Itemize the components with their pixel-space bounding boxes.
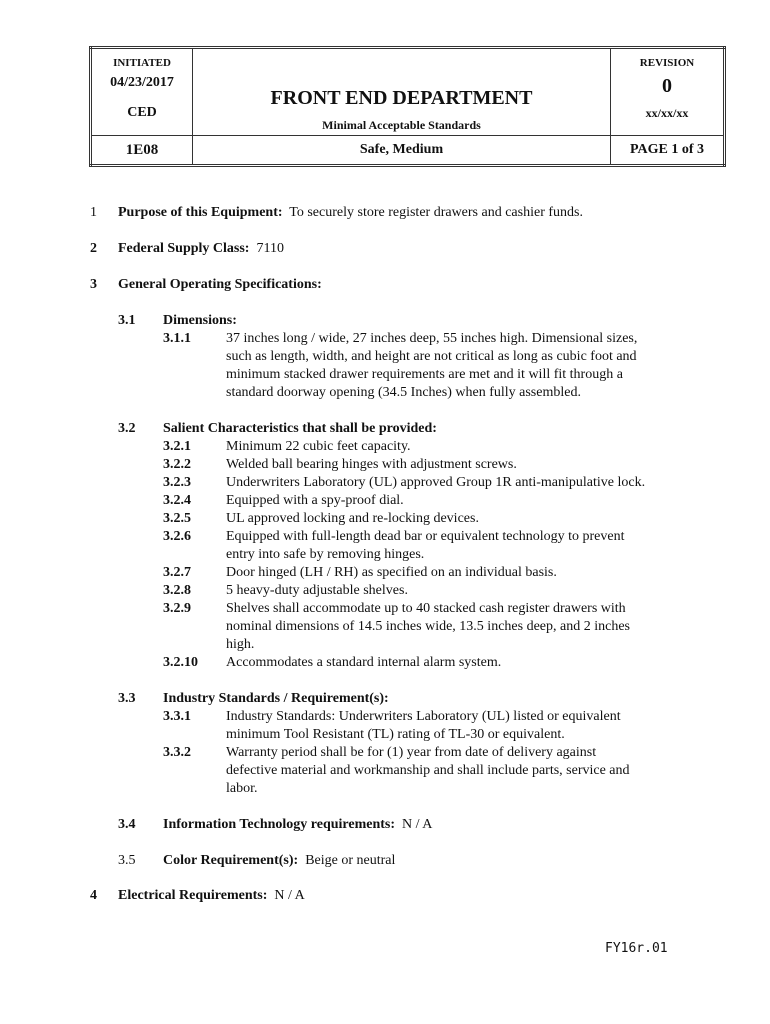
- item-3-2-10-text: Accommodates a standard internal alarm system.: [226, 655, 502, 670]
- item-3-3-2-number: 3.3.2: [163, 745, 191, 760]
- section-2-number: 2: [90, 241, 97, 256]
- item-3-1-1-number: 3.1.1: [163, 331, 191, 346]
- section-2-label: Federal Supply Class:: [118, 241, 250, 256]
- section-3-3-label: Industry Standards / Requirement(s):: [163, 691, 389, 706]
- org-code: CED: [127, 105, 157, 120]
- section-1-number: 1: [90, 205, 97, 220]
- item-3-2-4-number: 3.2.4: [163, 493, 191, 508]
- item-3-3-1-number: 3.3.1: [163, 709, 191, 724]
- section-3-5: [163, 852, 395, 870]
- section-4-label: Electrical Requirements:: [118, 888, 268, 903]
- section-1-label: Purpose of this Equipment:: [118, 205, 283, 220]
- section-4-value: N / A: [274, 888, 305, 903]
- item-3-2-9-text-cont: nominal dimensions of 14.5 inches wide, 13.5 inches deep, and 2 inches: [226, 619, 630, 634]
- section-1-value: To securely store register drawers and cashier funds.: [289, 205, 583, 220]
- item-3-2-7-number: 3.2.7: [163, 565, 191, 580]
- item-name: Safe, Medium: [193, 136, 611, 166]
- item-3-2-6-text-cont: entry into safe by removing hinges.: [226, 547, 425, 562]
- item-3-2-3-number: 3.2.3: [163, 475, 191, 490]
- initiated-cell: [91, 48, 193, 136]
- initiated-date: 04/23/2017: [110, 75, 174, 90]
- item-3-2-7-text: Door hinged (LH / RH) as specified on an individual basis.: [226, 565, 557, 580]
- item-3-2-6-text: Equipped with full-length dead bar or equivalent technology to prevent: [226, 529, 625, 544]
- section-3-5-number: 3.5: [118, 853, 136, 868]
- item-3-1-1-line: minimum stacked drawer requirements are met and it will fit through a: [226, 367, 623, 382]
- item-3-2-3-text: Underwriters Laboratory (UL) approved Group 1R anti-manipulative lock.: [226, 475, 646, 490]
- section-2-value: 7110: [256, 241, 284, 256]
- section-3-label: General Operating Specifications:: [118, 277, 322, 292]
- item-3-2-4-text: Equipped with a spy-proof dial.: [226, 493, 404, 508]
- section-3-4: [163, 816, 432, 834]
- section-1: [118, 204, 583, 222]
- section-3-4-value: N / A: [402, 817, 433, 832]
- item-3-1-1-line: such as length, width, and height are not critical as long as cubic foot and: [226, 349, 637, 364]
- department-title: FRONT END DEPARTMENT: [270, 87, 533, 109]
- item-3-2-2-number: 3.2.2: [163, 457, 191, 472]
- header-table: [89, 46, 726, 167]
- section-4-number: 4: [90, 888, 97, 903]
- revision-cell: [611, 48, 725, 136]
- item-3-3-1-line: minimum Tool Resistant (TL) rating of TL-30 or equivalent.: [226, 727, 565, 742]
- item-3-3-2-line: defective material and workmanship and shall include parts, service and: [226, 763, 630, 778]
- page-number: PAGE 1 of 3: [611, 136, 725, 166]
- section-3-1-number: 3.1: [118, 313, 136, 328]
- subtitle: Minimal Acceptable Standards: [322, 118, 481, 132]
- section-3-1-label: Dimensions:: [163, 313, 237, 328]
- initiated-label: INITIATED: [113, 57, 171, 69]
- item-3-2-9-text: Shelves shall accommodate up to 40 stacked cash register drawers with: [226, 601, 626, 616]
- item-3-2-10-number: 3.2.10: [163, 655, 198, 670]
- doc-id: 1E08: [91, 136, 193, 166]
- item-3-2-5-text: UL approved locking and re-locking devices.: [226, 511, 479, 526]
- item-3-2-6-number: 3.2.6: [163, 529, 191, 544]
- item-3-2-1-number: 3.2.1: [163, 439, 191, 454]
- section-3-2-label: Salient Characteristics that shall be provided:: [163, 421, 437, 436]
- item-3-2-9-text-cont2: high.: [226, 637, 255, 652]
- section-4: [118, 887, 305, 905]
- section-3-4-label: Information Technology requirements:: [163, 817, 396, 832]
- item-3-3-2-line: labor.: [226, 781, 258, 796]
- item-3-1-1-line: 37 inches long / wide, 27 inches deep, 55 inches high. Dimensional sizes,: [226, 331, 638, 346]
- item-3-1-1-line: standard doorway opening (34.5 Inches) when fully assembled.: [226, 385, 581, 400]
- section-3-3-number: 3.3: [118, 691, 136, 706]
- section-3-2-number: 3.2: [118, 421, 136, 436]
- section-3-4-number: 3.4: [118, 817, 136, 832]
- section-3-5-value: Beige or neutral: [305, 853, 396, 868]
- item-3-2-8-number: 3.2.8: [163, 583, 191, 598]
- item-3-2-5-number: 3.2.5: [163, 511, 191, 526]
- revision-date: xx/xx/xx: [645, 106, 689, 120]
- section-3-5-label: Color Requirement(s):: [163, 853, 299, 868]
- section-2: [118, 240, 284, 258]
- item-3-2-2-text: Welded ball bearing hinges with adjustment screws.: [226, 457, 517, 472]
- item-3-2-8-text: 5 heavy-duty adjustable shelves.: [226, 583, 408, 598]
- item-3-3-1-line: Industry Standards: Underwriters Laboratory (UL) listed or equivalent: [226, 709, 621, 724]
- title-cell: [193, 48, 611, 136]
- revision-label: REVISION: [639, 57, 695, 69]
- section-3-number: 3: [90, 277, 97, 292]
- item-3-2-9-number: 3.2.9: [163, 601, 191, 616]
- revision-number: 0: [662, 75, 672, 97]
- footer-code: FY16r.01: [605, 941, 668, 956]
- item-3-3-2-line: Warranty period shall be for (1) year from date of delivery against: [226, 745, 597, 760]
- item-3-2-1-text: Minimum 22 cubic feet capacity.: [226, 439, 411, 454]
